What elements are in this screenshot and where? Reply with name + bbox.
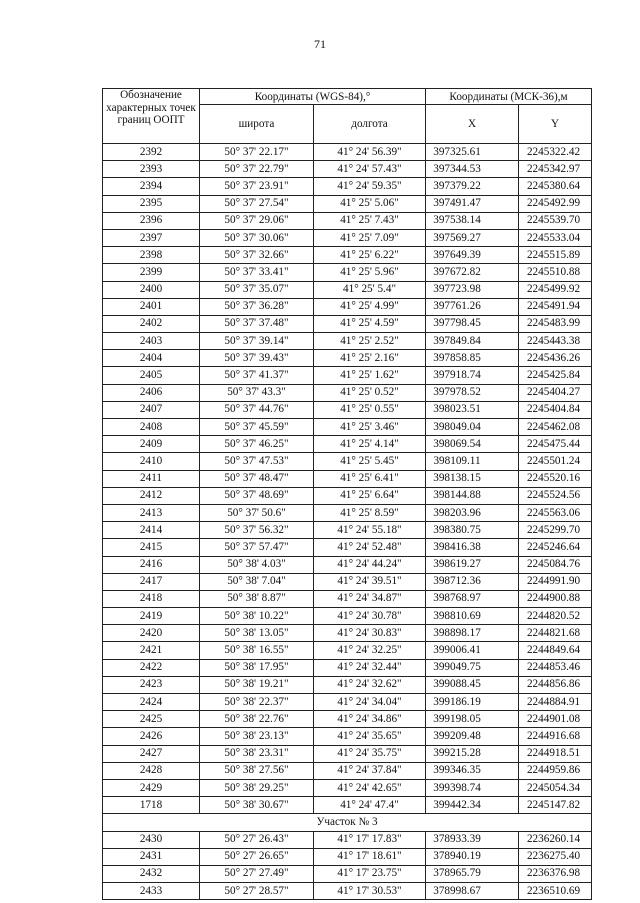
x-coordinate-cell: 398203.96: [426, 504, 519, 521]
x-coordinate-cell: 397672.82: [426, 264, 519, 281]
longitude-cell: 41° 24' 37.84": [314, 762, 426, 779]
table-row: [103, 522, 592, 539]
latitude-cell: 50° 27' 26.65": [200, 848, 314, 865]
x-coordinate-cell: 398144.88: [426, 487, 519, 504]
y-coordinate-cell: 2236260.14: [519, 831, 592, 848]
longitude-cell: 41° 25' 3.46": [314, 419, 426, 436]
x-coordinate-cell: 397325.61: [426, 144, 519, 161]
longitude-cell: 41° 24' 30.83": [314, 625, 426, 642]
table-row: [103, 745, 592, 762]
x-coordinate-cell: 399186.19: [426, 694, 519, 711]
longitude-cell: 41° 17' 18.61": [314, 848, 426, 865]
latitude-cell: 50° 37' 43.3": [200, 384, 314, 401]
point-id-cell: 2414: [103, 522, 200, 539]
y-coordinate-cell: 2244959.86: [519, 762, 592, 779]
point-id-cell: 2392: [103, 144, 200, 161]
point-id-cell: 2421: [103, 642, 200, 659]
y-coordinate-cell: 2244991.90: [519, 573, 592, 590]
longitude-cell: 41° 24' 47.4": [314, 797, 426, 814]
x-coordinate-cell: 398049.04: [426, 419, 519, 436]
latitude-cell: 50° 38' 10.22": [200, 608, 314, 625]
table-row: [103, 212, 592, 229]
longitude-cell: 41° 24' 52.48": [314, 539, 426, 556]
point-id-cell: 2415: [103, 539, 200, 556]
point-id-cell: 2425: [103, 711, 200, 728]
point-id-cell: 2406: [103, 384, 200, 401]
table-row: [103, 161, 592, 178]
table-row: [103, 711, 592, 728]
table-row: [103, 659, 592, 676]
x-coordinate-cell: 397569.27: [426, 229, 519, 246]
x-coordinate-cell: 399398.74: [426, 779, 519, 796]
y-coordinate-cell: 2245501.24: [519, 453, 592, 470]
header-msk36-coordinates: Координаты (МСК-36),м: [426, 89, 592, 105]
table-row: [103, 470, 592, 487]
longitude-cell: 41° 24' 35.65": [314, 728, 426, 745]
point-id-cell: 1718: [103, 797, 200, 814]
table-row: [103, 642, 592, 659]
page-number: 71: [314, 37, 326, 51]
longitude-cell: 41° 24' 32.62": [314, 676, 426, 693]
y-coordinate-cell: 2245483.99: [519, 315, 592, 332]
point-id-cell: 2396: [103, 212, 200, 229]
point-id-cell: 2412: [103, 487, 200, 504]
longitude-cell: 41° 25' 7.09": [314, 229, 426, 246]
x-coordinate-cell: 399209.48: [426, 728, 519, 745]
section-title: Участок № 3: [103, 814, 592, 831]
latitude-cell: 50° 38' 30.67": [200, 797, 314, 814]
x-coordinate-cell: 398138.15: [426, 470, 519, 487]
x-coordinate-cell: 398416.38: [426, 539, 519, 556]
latitude-cell: 50° 37' 48.47": [200, 470, 314, 487]
x-coordinate-cell: 397978.52: [426, 384, 519, 401]
latitude-cell: 50° 38' 19.21": [200, 676, 314, 693]
point-id-cell: 2400: [103, 281, 200, 298]
latitude-cell: 50° 37' 33.41": [200, 264, 314, 281]
x-coordinate-cell: 397723.98: [426, 281, 519, 298]
longitude-cell: 41° 25' 6.41": [314, 470, 426, 487]
x-coordinate-cell: 397761.26: [426, 298, 519, 315]
point-id-cell: 2432: [103, 865, 200, 882]
longitude-cell: 41° 17' 17.83": [314, 831, 426, 848]
table-row: [103, 229, 592, 246]
longitude-cell: 41° 25' 5.96": [314, 264, 426, 281]
latitude-cell: 50° 38' 16.55": [200, 642, 314, 659]
table-row: [103, 728, 592, 745]
longitude-cell: 41° 25' 7.43": [314, 212, 426, 229]
table-row: [103, 865, 592, 882]
x-coordinate-cell: 398898.17: [426, 625, 519, 642]
longitude-cell: 41° 25' 4.14": [314, 436, 426, 453]
longitude-cell: 41° 24' 32.44": [314, 659, 426, 676]
latitude-cell: 50° 27' 27.49": [200, 865, 314, 882]
longitude-cell: 41° 24' 35.75": [314, 745, 426, 762]
header-y: Y: [519, 105, 592, 144]
point-id-cell: 2401: [103, 298, 200, 315]
x-coordinate-cell: 397344.53: [426, 161, 519, 178]
point-id-cell: 2418: [103, 590, 200, 607]
y-coordinate-cell: 2245515.89: [519, 247, 592, 264]
x-coordinate-cell: 398712.36: [426, 573, 519, 590]
longitude-cell: 41° 25' 5.06": [314, 195, 426, 212]
x-coordinate-cell: 399442.34: [426, 797, 519, 814]
longitude-cell: 41° 25' 1.62": [314, 367, 426, 384]
x-coordinate-cell: 398380.75: [426, 522, 519, 539]
point-id-cell: 2409: [103, 436, 200, 453]
table-row: [103, 504, 592, 521]
x-coordinate-cell: 397798.45: [426, 315, 519, 332]
x-coordinate-cell: 398768.97: [426, 590, 519, 607]
point-id-cell: 2403: [103, 333, 200, 350]
table-row: [103, 264, 592, 281]
latitude-cell: 50° 37' 36.28": [200, 298, 314, 315]
longitude-cell: 41° 24' 42.65": [314, 779, 426, 796]
point-id-cell: 2397: [103, 229, 200, 246]
point-id-cell: 2393: [103, 161, 200, 178]
point-id-cell: 2394: [103, 178, 200, 195]
x-coordinate-cell: 397538.14: [426, 212, 519, 229]
x-coordinate-cell: 398023.51: [426, 401, 519, 418]
latitude-cell: 50° 37' 35.07": [200, 281, 314, 298]
point-id-cell: 2404: [103, 350, 200, 367]
table-row: [103, 487, 592, 504]
point-id-cell: 2413: [103, 504, 200, 521]
latitude-cell: 50° 38' 29.25": [200, 779, 314, 796]
point-id-cell: 2424: [103, 694, 200, 711]
x-coordinate-cell: 397491.47: [426, 195, 519, 212]
y-coordinate-cell: 2245342.97: [519, 161, 592, 178]
point-id-cell: 2427: [103, 745, 200, 762]
table-body-main: [103, 144, 592, 814]
table-row: [103, 281, 592, 298]
table-row: [103, 419, 592, 436]
y-coordinate-cell: 2245492.99: [519, 195, 592, 212]
longitude-cell: 41° 24' 39.51": [314, 573, 426, 590]
y-coordinate-cell: 2245539.70: [519, 212, 592, 229]
latitude-cell: 50° 27' 28.57": [200, 883, 314, 900]
longitude-cell: 41° 24' 56.39": [314, 144, 426, 161]
y-coordinate-cell: 2245404.84: [519, 401, 592, 418]
longitude-cell: 41° 25' 2.52": [314, 333, 426, 350]
latitude-cell: 50° 38' 22.37": [200, 694, 314, 711]
y-coordinate-cell: 2245563.06: [519, 504, 592, 521]
x-coordinate-cell: 399006.41: [426, 642, 519, 659]
latitude-cell: 50° 37' 44.76": [200, 401, 314, 418]
table-row: [103, 247, 592, 264]
latitude-cell: 50° 38' 8.87": [200, 590, 314, 607]
latitude-cell: 50° 37' 37.48": [200, 315, 314, 332]
longitude-cell: 41° 25' 8.59": [314, 504, 426, 521]
header-point-designation: Обозначение характерных точек границ ООПТ: [103, 89, 200, 144]
table-row: [103, 556, 592, 573]
point-id-cell: 2407: [103, 401, 200, 418]
y-coordinate-cell: 2244849.64: [519, 642, 592, 659]
y-coordinate-cell: 2244900.88: [519, 590, 592, 607]
table-row: [103, 401, 592, 418]
latitude-cell: 50° 38' 13.05": [200, 625, 314, 642]
x-coordinate-cell: 397918.74: [426, 367, 519, 384]
latitude-cell: 50° 37' 41.37": [200, 367, 314, 384]
table-row: [103, 573, 592, 590]
longitude-cell: 41° 24' 32.25": [314, 642, 426, 659]
point-id-cell: 2416: [103, 556, 200, 573]
point-id-cell: 2423: [103, 676, 200, 693]
longitude-cell: 41° 25' 0.52": [314, 384, 426, 401]
y-coordinate-cell: 2245436.26: [519, 350, 592, 367]
header-wgs84-coordinates: Координаты (WGS-84),°: [200, 89, 426, 105]
longitude-cell: 41° 25' 6.64": [314, 487, 426, 504]
x-coordinate-cell: 399049.75: [426, 659, 519, 676]
table-row: [103, 178, 592, 195]
latitude-cell: 50° 37' 57.47": [200, 539, 314, 556]
y-coordinate-cell: 2245084.76: [519, 556, 592, 573]
x-coordinate-cell: 378998.67: [426, 883, 519, 900]
point-id-cell: 2429: [103, 779, 200, 796]
table-row: [103, 298, 592, 315]
y-coordinate-cell: 2245491.94: [519, 298, 592, 315]
y-coordinate-cell: 2245246.64: [519, 539, 592, 556]
longitude-cell: 41° 24' 34.87": [314, 590, 426, 607]
y-coordinate-cell: 2244820.52: [519, 608, 592, 625]
x-coordinate-cell: 397858.85: [426, 350, 519, 367]
latitude-cell: 50° 38' 7.04": [200, 573, 314, 590]
table-row: [103, 883, 592, 900]
latitude-cell: 50° 38' 22.76": [200, 711, 314, 728]
table-row: [103, 384, 592, 401]
latitude-cell: 50° 37' 32.66": [200, 247, 314, 264]
latitude-cell: 50° 37' 23.91": [200, 178, 314, 195]
latitude-cell: 50° 37' 45.59": [200, 419, 314, 436]
latitude-cell: 50° 37' 22.17": [200, 144, 314, 161]
table-row: [103, 831, 592, 848]
table-row: [103, 848, 592, 865]
y-coordinate-cell: 2245054.34: [519, 779, 592, 796]
latitude-cell: 50° 37' 56.32": [200, 522, 314, 539]
point-id-cell: 2419: [103, 608, 200, 625]
x-coordinate-cell: 397649.39: [426, 247, 519, 264]
longitude-cell: 41° 25' 2.16": [314, 350, 426, 367]
latitude-cell: 50° 37' 39.14": [200, 333, 314, 350]
point-id-cell: 2422: [103, 659, 200, 676]
y-coordinate-cell: 2245322.42: [519, 144, 592, 161]
longitude-cell: 41° 24' 34.04": [314, 694, 426, 711]
latitude-cell: 50° 37' 47.53": [200, 453, 314, 470]
latitude-cell: 50° 38' 17.95": [200, 659, 314, 676]
x-coordinate-cell: 378940.19: [426, 848, 519, 865]
y-coordinate-cell: 2244901.08: [519, 711, 592, 728]
x-coordinate-cell: 378965.79: [426, 865, 519, 882]
latitude-cell: 50° 37' 29.06": [200, 212, 314, 229]
latitude-cell: 50° 38' 23.13": [200, 728, 314, 745]
table-row: [103, 762, 592, 779]
table-row: [103, 367, 592, 384]
y-coordinate-cell: 2244853.46: [519, 659, 592, 676]
x-coordinate-cell: 398069.54: [426, 436, 519, 453]
y-coordinate-cell: 2245404.27: [519, 384, 592, 401]
latitude-cell: 50° 37' 46.25": [200, 436, 314, 453]
table-row: [103, 779, 592, 796]
point-id-cell: 2408: [103, 419, 200, 436]
section-header: [103, 814, 592, 831]
latitude-cell: 50° 38' 23.31": [200, 745, 314, 762]
header-longitude: долгота: [314, 105, 426, 144]
point-id-cell: 2399: [103, 264, 200, 281]
y-coordinate-cell: 2245462.08: [519, 419, 592, 436]
longitude-cell: 41° 24' 30.78": [314, 608, 426, 625]
point-id-cell: 2411: [103, 470, 200, 487]
point-id-cell: 2405: [103, 367, 200, 384]
x-coordinate-cell: 397849.84: [426, 333, 519, 350]
point-id-cell: 2402: [103, 315, 200, 332]
y-coordinate-cell: 2245520.16: [519, 470, 592, 487]
y-coordinate-cell: 2245524.56: [519, 487, 592, 504]
y-coordinate-cell: 2244821.68: [519, 625, 592, 642]
point-id-cell: 2417: [103, 573, 200, 590]
latitude-cell: 50° 37' 48.69": [200, 487, 314, 504]
latitude-cell: 50° 27' 26.43": [200, 831, 314, 848]
y-coordinate-cell: 2236510.69: [519, 883, 592, 900]
point-id-cell: 2430: [103, 831, 200, 848]
header-x: X: [426, 105, 519, 144]
longitude-cell: 41° 25' 6.22": [314, 247, 426, 264]
x-coordinate-cell: 397379.22: [426, 178, 519, 195]
point-id-cell: 2398: [103, 247, 200, 264]
y-coordinate-cell: 2236275.40: [519, 848, 592, 865]
table-row: [103, 676, 592, 693]
header-latitude: широта: [200, 105, 314, 144]
y-coordinate-cell: 2245443.38: [519, 333, 592, 350]
x-coordinate-cell: 399088.45: [426, 676, 519, 693]
table-row: [103, 436, 592, 453]
longitude-cell: 41° 24' 59.35": [314, 178, 426, 195]
x-coordinate-cell: 378933.39: [426, 831, 519, 848]
y-coordinate-cell: 2245499.92: [519, 281, 592, 298]
table-row: [103, 453, 592, 470]
table-row: [103, 625, 592, 642]
x-coordinate-cell: 399215.28: [426, 745, 519, 762]
latitude-cell: 50° 37' 39.43": [200, 350, 314, 367]
latitude-cell: 50° 37' 50.6": [200, 504, 314, 521]
table-row: [103, 694, 592, 711]
table-row: [103, 315, 592, 332]
longitude-cell: 41° 17' 30.53": [314, 883, 426, 900]
longitude-cell: 41° 17' 23.75": [314, 865, 426, 882]
point-id-cell: 2433: [103, 883, 200, 900]
latitude-cell: 50° 37' 22.79": [200, 161, 314, 178]
longitude-cell: 41° 25' 4.59": [314, 315, 426, 332]
y-coordinate-cell: 2244916.68: [519, 728, 592, 745]
table-row: [103, 590, 592, 607]
longitude-cell: 41° 25' 5.4": [314, 281, 426, 298]
y-coordinate-cell: 2236376.98: [519, 865, 592, 882]
x-coordinate-cell: 398109.11: [426, 453, 519, 470]
point-id-cell: 2395: [103, 195, 200, 212]
latitude-cell: 50° 37' 30.06": [200, 229, 314, 246]
y-coordinate-cell: 2245147.82: [519, 797, 592, 814]
x-coordinate-cell: 399198.05: [426, 711, 519, 728]
table-row: [103, 144, 592, 161]
longitude-cell: 41° 25' 4.99": [314, 298, 426, 315]
x-coordinate-cell: 398619.27: [426, 556, 519, 573]
longitude-cell: 41° 25' 5.45": [314, 453, 426, 470]
y-coordinate-cell: 2245380.64: [519, 178, 592, 195]
table-row: [103, 333, 592, 350]
table-row: [103, 797, 592, 814]
y-coordinate-cell: 2244856.86: [519, 676, 592, 693]
point-id-cell: 2431: [103, 848, 200, 865]
point-id-cell: 2410: [103, 453, 200, 470]
y-coordinate-cell: 2245533.04: [519, 229, 592, 246]
coordinates-table: [102, 88, 592, 900]
point-id-cell: 2426: [103, 728, 200, 745]
y-coordinate-cell: 2245299.70: [519, 522, 592, 539]
longitude-cell: 41° 24' 57.43": [314, 161, 426, 178]
longitude-cell: 41° 25' 0.55": [314, 401, 426, 418]
y-coordinate-cell: 2244884.91: [519, 694, 592, 711]
y-coordinate-cell: 2244918.51: [519, 745, 592, 762]
y-coordinate-cell: 2245510.88: [519, 264, 592, 281]
point-id-cell: 2420: [103, 625, 200, 642]
table-row: [103, 195, 592, 212]
latitude-cell: 50° 38' 4.03": [200, 556, 314, 573]
latitude-cell: 50° 37' 27.54": [200, 195, 314, 212]
table-row: [103, 539, 592, 556]
x-coordinate-cell: 399346.35: [426, 762, 519, 779]
y-coordinate-cell: 2245425.84: [519, 367, 592, 384]
point-id-cell: 2428: [103, 762, 200, 779]
table-body-section: [103, 831, 592, 900]
table-row: [103, 350, 592, 367]
longitude-cell: 41° 24' 55.18": [314, 522, 426, 539]
x-coordinate-cell: 398810.69: [426, 608, 519, 625]
y-coordinate-cell: 2245475.44: [519, 436, 592, 453]
longitude-cell: 41° 24' 44.24": [314, 556, 426, 573]
latitude-cell: 50° 38' 27.56": [200, 762, 314, 779]
table-row: [103, 608, 592, 625]
longitude-cell: 41° 24' 34.86": [314, 711, 426, 728]
